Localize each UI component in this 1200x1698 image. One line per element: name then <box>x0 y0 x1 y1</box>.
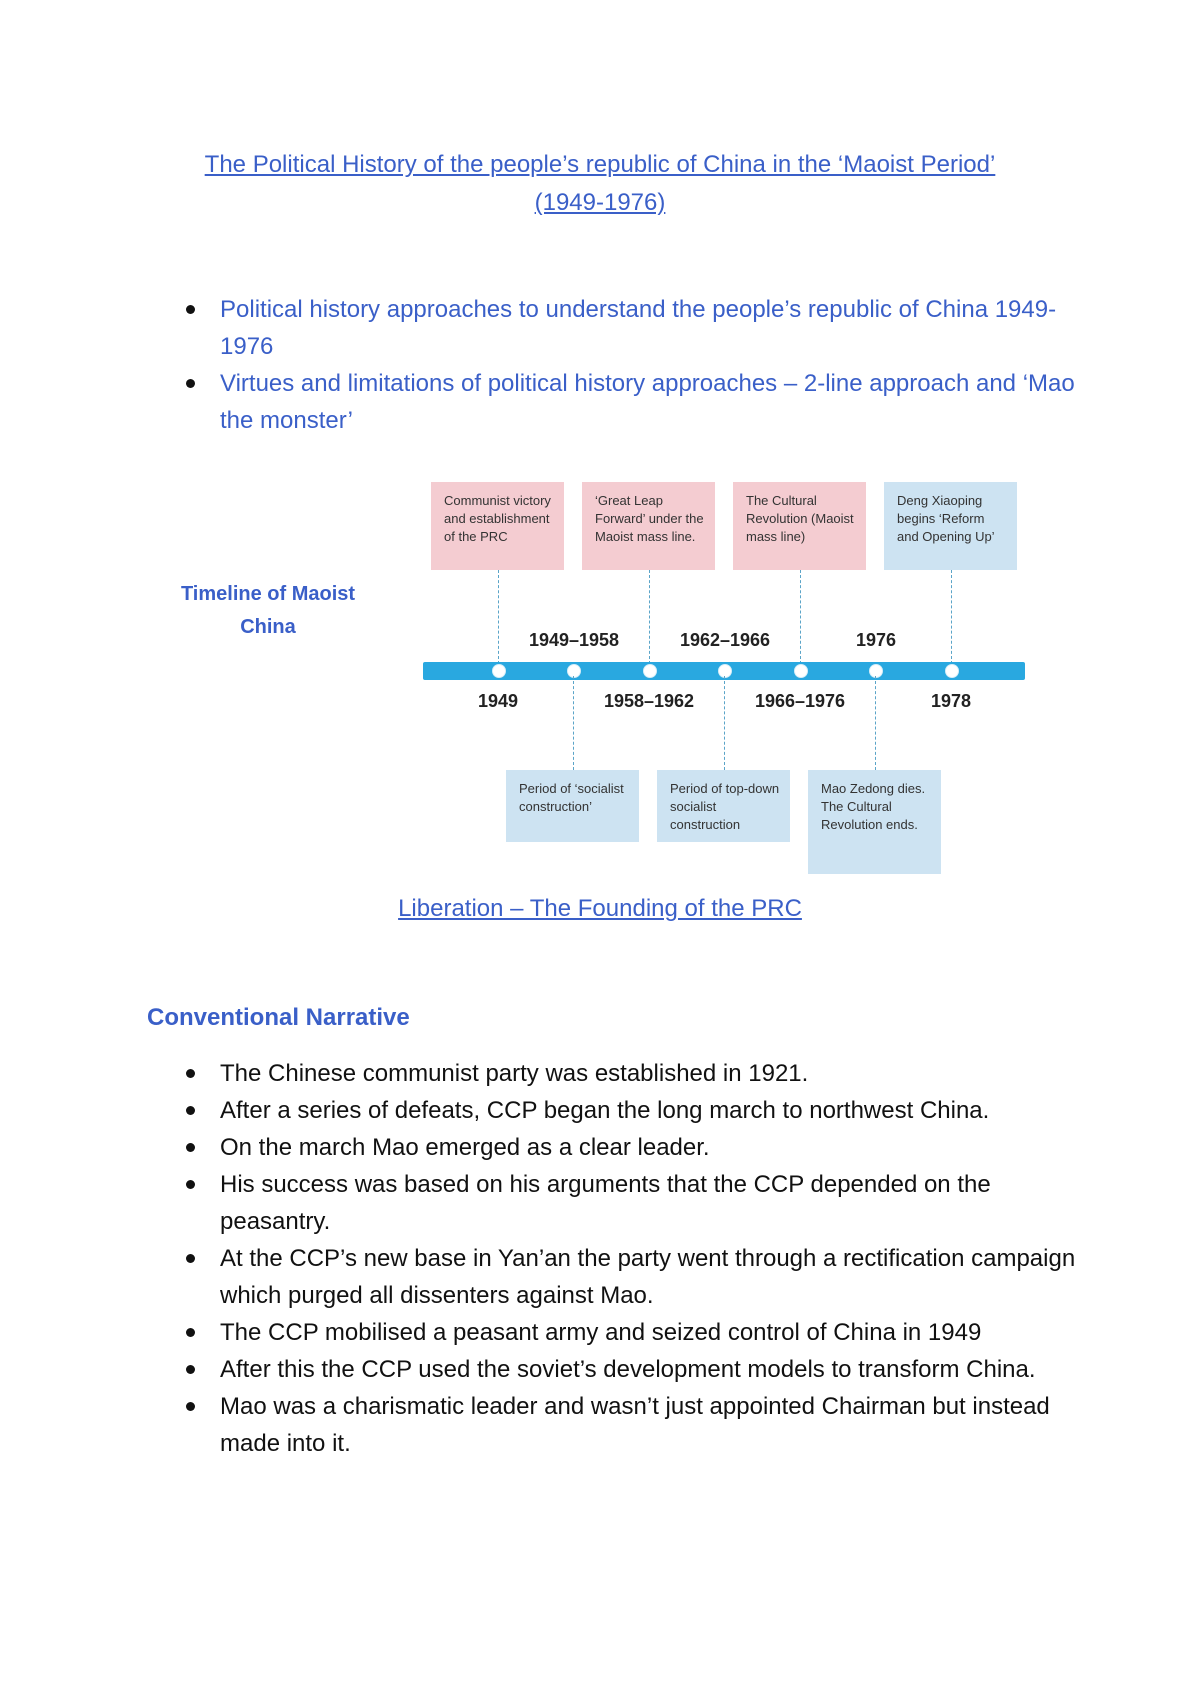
timeline-box-socialist-construction: Period of ‘socialist construction’ <box>506 770 639 842</box>
timeline-box-top-down-construction: Period of top-down socialist construction <box>657 770 790 842</box>
section-title: Liberation – The Founding of the PRC <box>398 895 802 922</box>
list-item: On the march Mao emerged as a clear leader. <box>186 1129 1086 1166</box>
list-item: His success was based on his arguments that the CCP depended on the peasantry. <box>186 1166 1086 1240</box>
connector-line <box>951 570 952 664</box>
list-item: After this the CCP used the soviet’s development models to transform China. <box>186 1351 1086 1388</box>
list-item: Mao was a charismatic leader and wasn’t just appointed Chairman but instead made into it. <box>186 1388 1086 1462</box>
timeline-box-reform: Deng Xiaoping begins ‘Reform and Opening Up’ <box>884 482 1017 570</box>
timeline-year: 1978 <box>930 691 972 711</box>
timeline-dot <box>794 664 808 678</box>
list-item: After a series of defeats, CCP began the long march to northwest China. <box>186 1092 1086 1129</box>
timeline-year: 1962–1966 <box>679 630 771 650</box>
list-item: At the CCP’s new base in Yan’an the party went through a rectification campaign which purged all dissenters against Mao. <box>186 1240 1086 1314</box>
connector-line <box>800 570 801 664</box>
sub-heading: Conventional Narrative <box>147 1004 410 1031</box>
timeline-box-communist-victory: Communist victory and establishment of the PRC <box>431 482 564 570</box>
timeline-dot <box>567 664 581 678</box>
timeline-year: 1966–1976 <box>754 691 846 711</box>
timeline-dot <box>945 664 959 678</box>
title-line-1: The Political History of the people’s republic of China in the ‘Maoist Period’ <box>204 151 996 178</box>
title-line-2: (1949-1976) <box>534 189 666 216</box>
timeline-year: 1949–1958 <box>528 630 620 650</box>
timeline-dot <box>718 664 732 678</box>
narrative-bullet-list <box>186 1055 1086 1462</box>
timeline-dot <box>492 664 506 678</box>
timeline-box-great-leap: ‘Great Leap Forward’ under the Maoist mass line. <box>582 482 715 570</box>
timeline-year: 1976 <box>855 630 897 650</box>
timeline-box-cultural-revolution: The Cultural Revolution (Maoist mass line) <box>733 482 866 570</box>
connector-line <box>724 676 725 770</box>
document-title <box>150 146 1050 222</box>
list-item: The CCP mobilised a peasant army and seized control of China in 1949 <box>186 1314 1086 1351</box>
list-item: The Chinese communist party was established in 1921. <box>186 1055 1086 1092</box>
intro-bullet-list <box>186 291 1086 439</box>
timeline-dot <box>869 664 883 678</box>
connector-line <box>573 676 574 770</box>
timeline-year: 1958–1962 <box>603 691 695 711</box>
connector-line <box>498 570 499 664</box>
connector-line <box>649 570 650 664</box>
connector-line <box>875 676 876 770</box>
list-item: Political history approaches to understand the people’s republic of China 1949-1976 <box>186 291 1086 365</box>
list-item: Virtues and limitations of political history approaches – 2-line approach and ‘Mao the monster’ <box>186 365 1086 439</box>
timeline-box-mao-dies: Mao Zedong dies. The Cultural Revolution ends. <box>808 770 941 874</box>
timeline-year: 1949 <box>477 691 519 711</box>
timeline-title: Timeline of Maoist China <box>180 583 356 638</box>
timeline-dot <box>643 664 657 678</box>
